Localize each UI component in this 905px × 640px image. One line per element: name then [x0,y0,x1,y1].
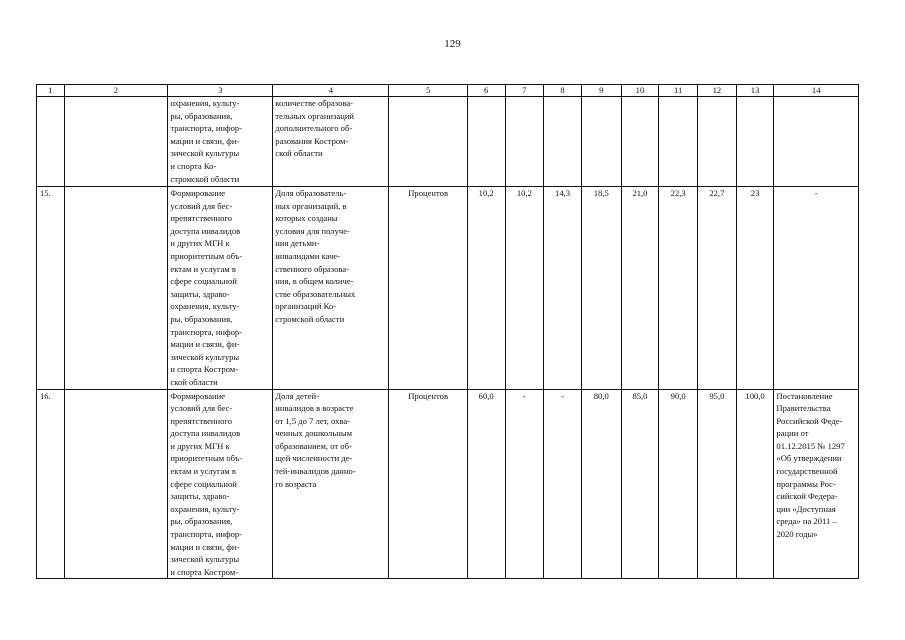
value-cell: 85,0 [621,389,659,579]
column-header: 5 [389,85,467,97]
table-row [37,389,859,579]
page-number: 129 [444,38,461,50]
indicator-cell: Доля образователь- ных организаций, в которых созданы условия для получе- ния детьми- инвалидами каче- ственного образова- ния, в общем количе- стве образовательных организаций Ко- стромской области [273,187,389,390]
column-header: 13 [736,85,774,97]
value-cell: 95,0 [698,389,737,579]
value-cell: 100,0 [736,389,774,579]
table-row-continuation [37,97,859,187]
value-cell: 80,0 [581,389,621,579]
value-cell: 22,3 [659,187,698,390]
source-cell: - [774,187,859,390]
value-cell: 22,7 [698,187,737,390]
unit-cell: Процентов [389,389,467,579]
column-header: 3 [168,85,273,97]
column-header: 8 [544,85,582,97]
value-cell: 18,5 [581,187,621,390]
row-number: 16. [37,389,65,579]
value-cell: 10,2 [467,187,505,390]
measure-cell: Формирование условий для бес- препятственного доступа инвалидов и других МГН к приоритетным объ- ектам и услугам в сфере социальной защиты, здраво- охранения, культу- ры, образования, транспорта, инфор- мации и связи, фи- зической культуры и спорта Костром- [168,389,273,579]
column-header: 11 [659,85,698,97]
value-cell: 14,3 [544,187,582,390]
value-cell: - [505,389,544,579]
value-cell: 90,0 [659,389,698,579]
column-header: 10 [621,85,659,97]
header-row [37,85,859,97]
value-cell: 23 [736,187,774,390]
source-cell: Постановление Правительства Российской Феде- рации от 01.12.2015 № 1297 «Об утверждении государственной программы Рос- сийской Федера- ции «Доступная среда» на 2011 – 2020 годы» [774,389,859,579]
row-number: 15. [37,187,65,390]
column-header: 6 [467,85,505,97]
value-cell: - [544,389,582,579]
measure-cell: охранения, культу- ры, образования, транспорта, инфор- мации и связи, фи- зической культуры и спорта Ко- стромской области [168,97,273,187]
value-cell: 21,0 [621,187,659,390]
value-cell: 60,0 [467,389,505,579]
column-header: 2 [64,85,168,97]
column-header: 1 [37,85,65,97]
unit-cell: Процентов [389,187,467,390]
column-header: 4 [273,85,389,97]
column-header: 7 [505,85,544,97]
measure-cell: Формирование условий для бес- препятственного доступа инвалидов и других МГН к приоритетным объ- ектам и услугам в сфере социальной защиты, здраво- охранения, культу- ры, образования, транспорта, инфор- мации и связи, фи- зической культуры и спорта Костром- ской области [168,187,273,390]
column-header: 9 [581,85,621,97]
indicator-cell: количестве образова- тельных организаций дополнительного об- разования Костром- ской области [273,97,389,187]
column-header: 14 [774,85,859,97]
column-header: 12 [698,85,737,97]
value-cell: 10,2 [505,187,544,390]
table-row [37,187,859,390]
indicator-cell: Доля детей- инвалидов в возрасте от 1,5 до 7 лет, охва- ченных дошкольным образованием, от об- щей численности де- тей-инвалидов данно- го возраста [273,389,389,579]
data-table [36,84,859,579]
